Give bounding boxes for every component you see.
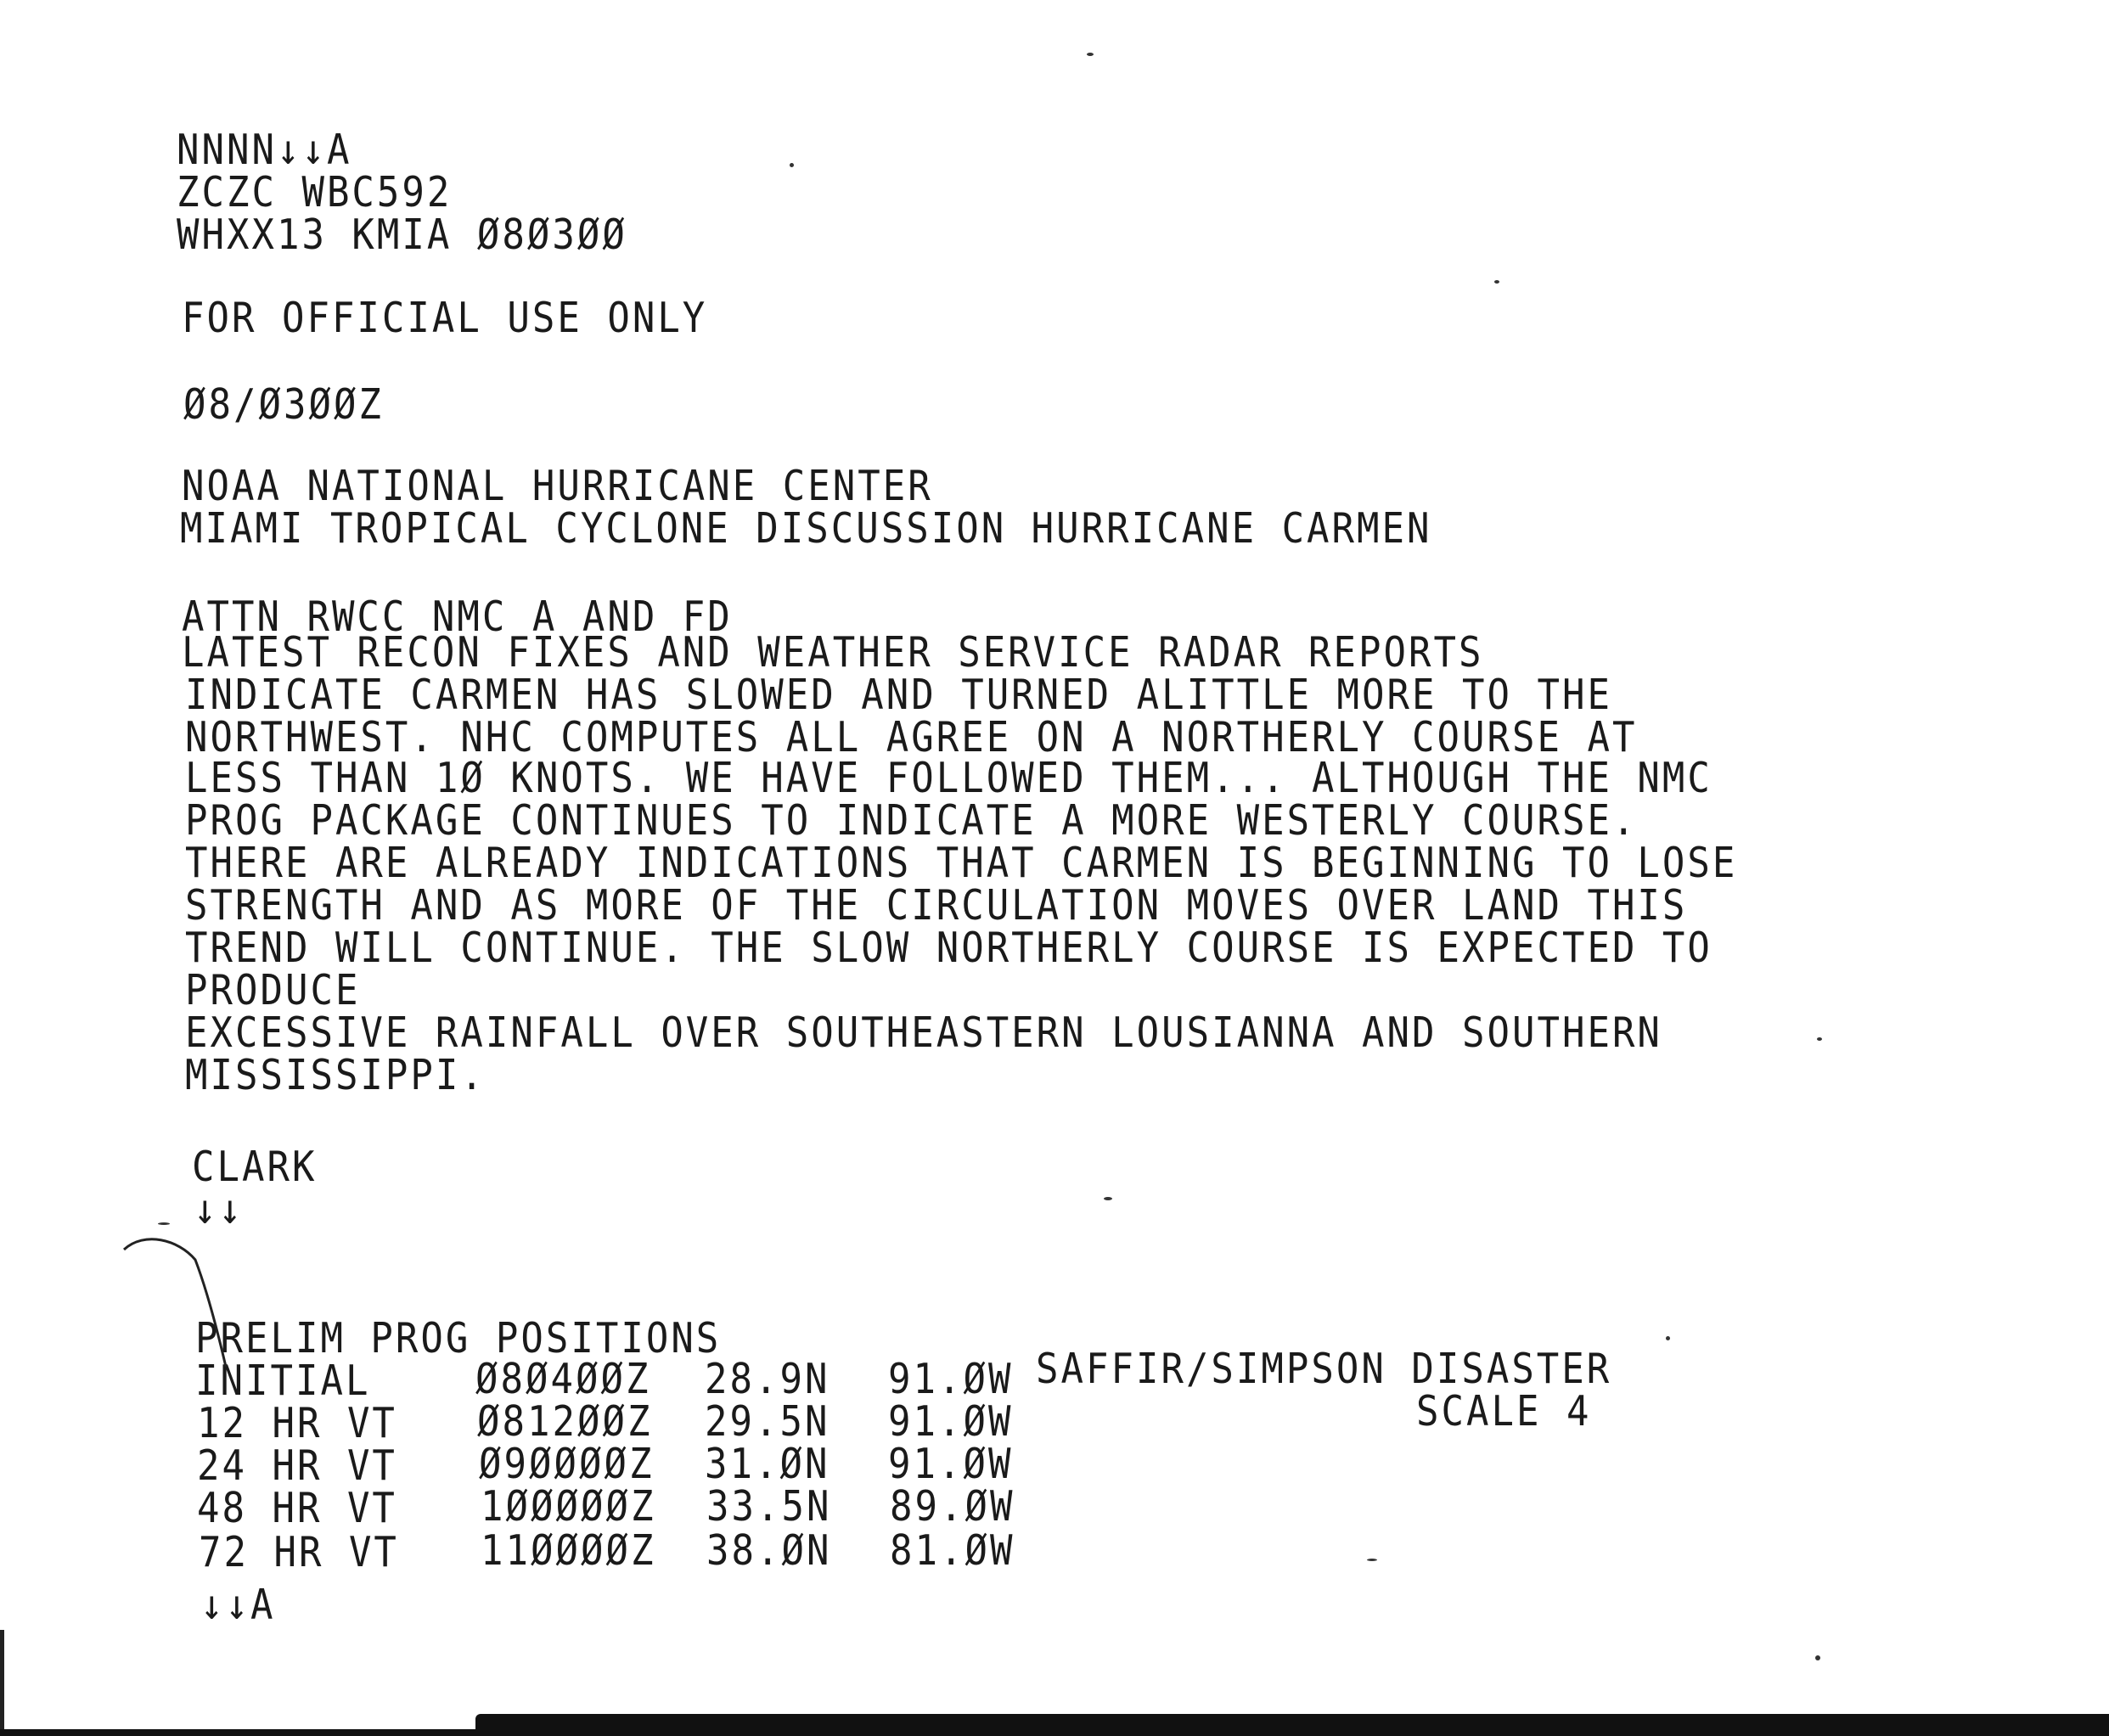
- scan-edge-left: [0, 1630, 4, 1736]
- prog-lat: 33.5N: [706, 1482, 832, 1531]
- body-line: MISSISSIPPI.: [185, 1051, 486, 1100]
- scan-speck: [790, 163, 794, 167]
- scan-speck: [1367, 1559, 1377, 1561]
- body-line: THERE ARE ALREADY INDICATIONS THAT CARMEN IS BEGINNING TO LOSE: [185, 839, 1738, 888]
- prog-time: 11ØØØØZ: [481, 1526, 656, 1576]
- prog-lon: 91.ØW: [888, 1397, 1014, 1447]
- scan-speck: [1494, 280, 1499, 284]
- prog-time: Ø812ØØZ: [477, 1397, 653, 1447]
- prog-label: 72 HR VT: [199, 1528, 399, 1577]
- prog-time: Ø9ØØØØZ: [479, 1440, 655, 1489]
- origin-line-2: MIAMI TROPICAL CYCLONE DISCUSSION HURRICANE CARMEN: [180, 504, 1432, 553]
- routing-line-1: NNNN↓↓A: [177, 126, 352, 175]
- scan-speck: [1815, 1655, 1820, 1660]
- prog-label: 12 HR VT: [197, 1399, 397, 1448]
- end-marker: ↓↓: [194, 1185, 244, 1234]
- prog-lon: 91.ØW: [888, 1355, 1014, 1404]
- end-marker: ↓↓A: [200, 1581, 276, 1630]
- scan-speck: [1104, 1197, 1112, 1200]
- prog-time: 1ØØØØØZ: [481, 1482, 656, 1531]
- prog-time: Ø8Ø4ØØZ: [475, 1355, 651, 1404]
- body-line: NORTHWEST. NHC COMPUTES ALL AGREE ON A NORTHERLY COURSE AT: [185, 713, 1638, 762]
- scan-speck: [158, 1222, 170, 1225]
- classification-line: FOR OFFICIAL USE ONLY: [182, 294, 708, 343]
- routing-line-3: WHXX13 KMIA Ø8Ø3ØØ: [177, 211, 627, 260]
- prog-label: 24 HR VT: [197, 1441, 397, 1491]
- body-line: LATEST RECON FIXES AND WEATHER SERVICE RADAR REPORTS: [182, 628, 1484, 677]
- prog-lon: 89.ØW: [890, 1482, 1015, 1531]
- body-line: INDICATE CARMEN HAS SLOWED AND TURNED ALITTLE MORE TO THE: [185, 671, 1612, 720]
- prog-lat: 28.9N: [705, 1355, 830, 1404]
- prog-title: PRELIM PROG POSITIONS: [195, 1314, 722, 1363]
- prog-lat: 31.ØN: [705, 1440, 830, 1489]
- saffir-simpson-label: SAFFIR/SIMPSON DISASTER: [1036, 1345, 1612, 1394]
- signature: CLARK: [192, 1143, 318, 1192]
- body-line: STRENGTH AND AS MORE OF THE CIRCULATION MOVES OVER LAND THIS: [185, 881, 1688, 930]
- prog-lat: 38.ØN: [706, 1526, 832, 1576]
- timestamp-line: Ø8/Ø3ØØZ: [183, 380, 384, 430]
- scan-speck: [1666, 1336, 1670, 1340]
- routing-line-2: ZCZC WBC592: [177, 168, 453, 217]
- body-line: PRODUCE: [185, 966, 361, 1015]
- scan-edge-bottom: [0, 1729, 475, 1736]
- prog-lon: 81.ØW: [890, 1526, 1015, 1576]
- scan-speck: [1817, 1037, 1822, 1041]
- body-line: TREND WILL CONTINUE. THE SLOW NORTHERLY COURSE IS EXPECTED TO: [185, 924, 1713, 973]
- pen-stroke: [119, 1231, 238, 1375]
- body-line: EXCESSIVE RAINFALL OVER SOUTHEASTERN LOUSIANNA AND SOUTHERN: [185, 1008, 1662, 1058]
- attention-line: ATTN RWCC NMC A AND FD: [182, 593, 733, 642]
- prog-label: 48 HR VT: [197, 1484, 397, 1533]
- origin-line-1: NOAA NATIONAL HURRICANE CENTER: [182, 462, 933, 511]
- disaster-scale-value: SCALE 4: [1416, 1387, 1592, 1436]
- scan-edge-bottom: [475, 1714, 2109, 1736]
- prog-lat: 29.5N: [705, 1397, 830, 1447]
- scan-speck: [1087, 53, 1094, 56]
- body-line: PROG PACKAGE CONTINUES TO INDICATE A MORE WESTERLY COURSE.: [185, 796, 1638, 846]
- prog-lon: 91.ØW: [888, 1440, 1014, 1489]
- body-line: LESS THAN 1Ø KNOTS. WE HAVE FOLLOWED THEM... ALTHOUGH THE NMC: [185, 754, 1713, 803]
- prog-label: INITIAL: [195, 1357, 371, 1406]
